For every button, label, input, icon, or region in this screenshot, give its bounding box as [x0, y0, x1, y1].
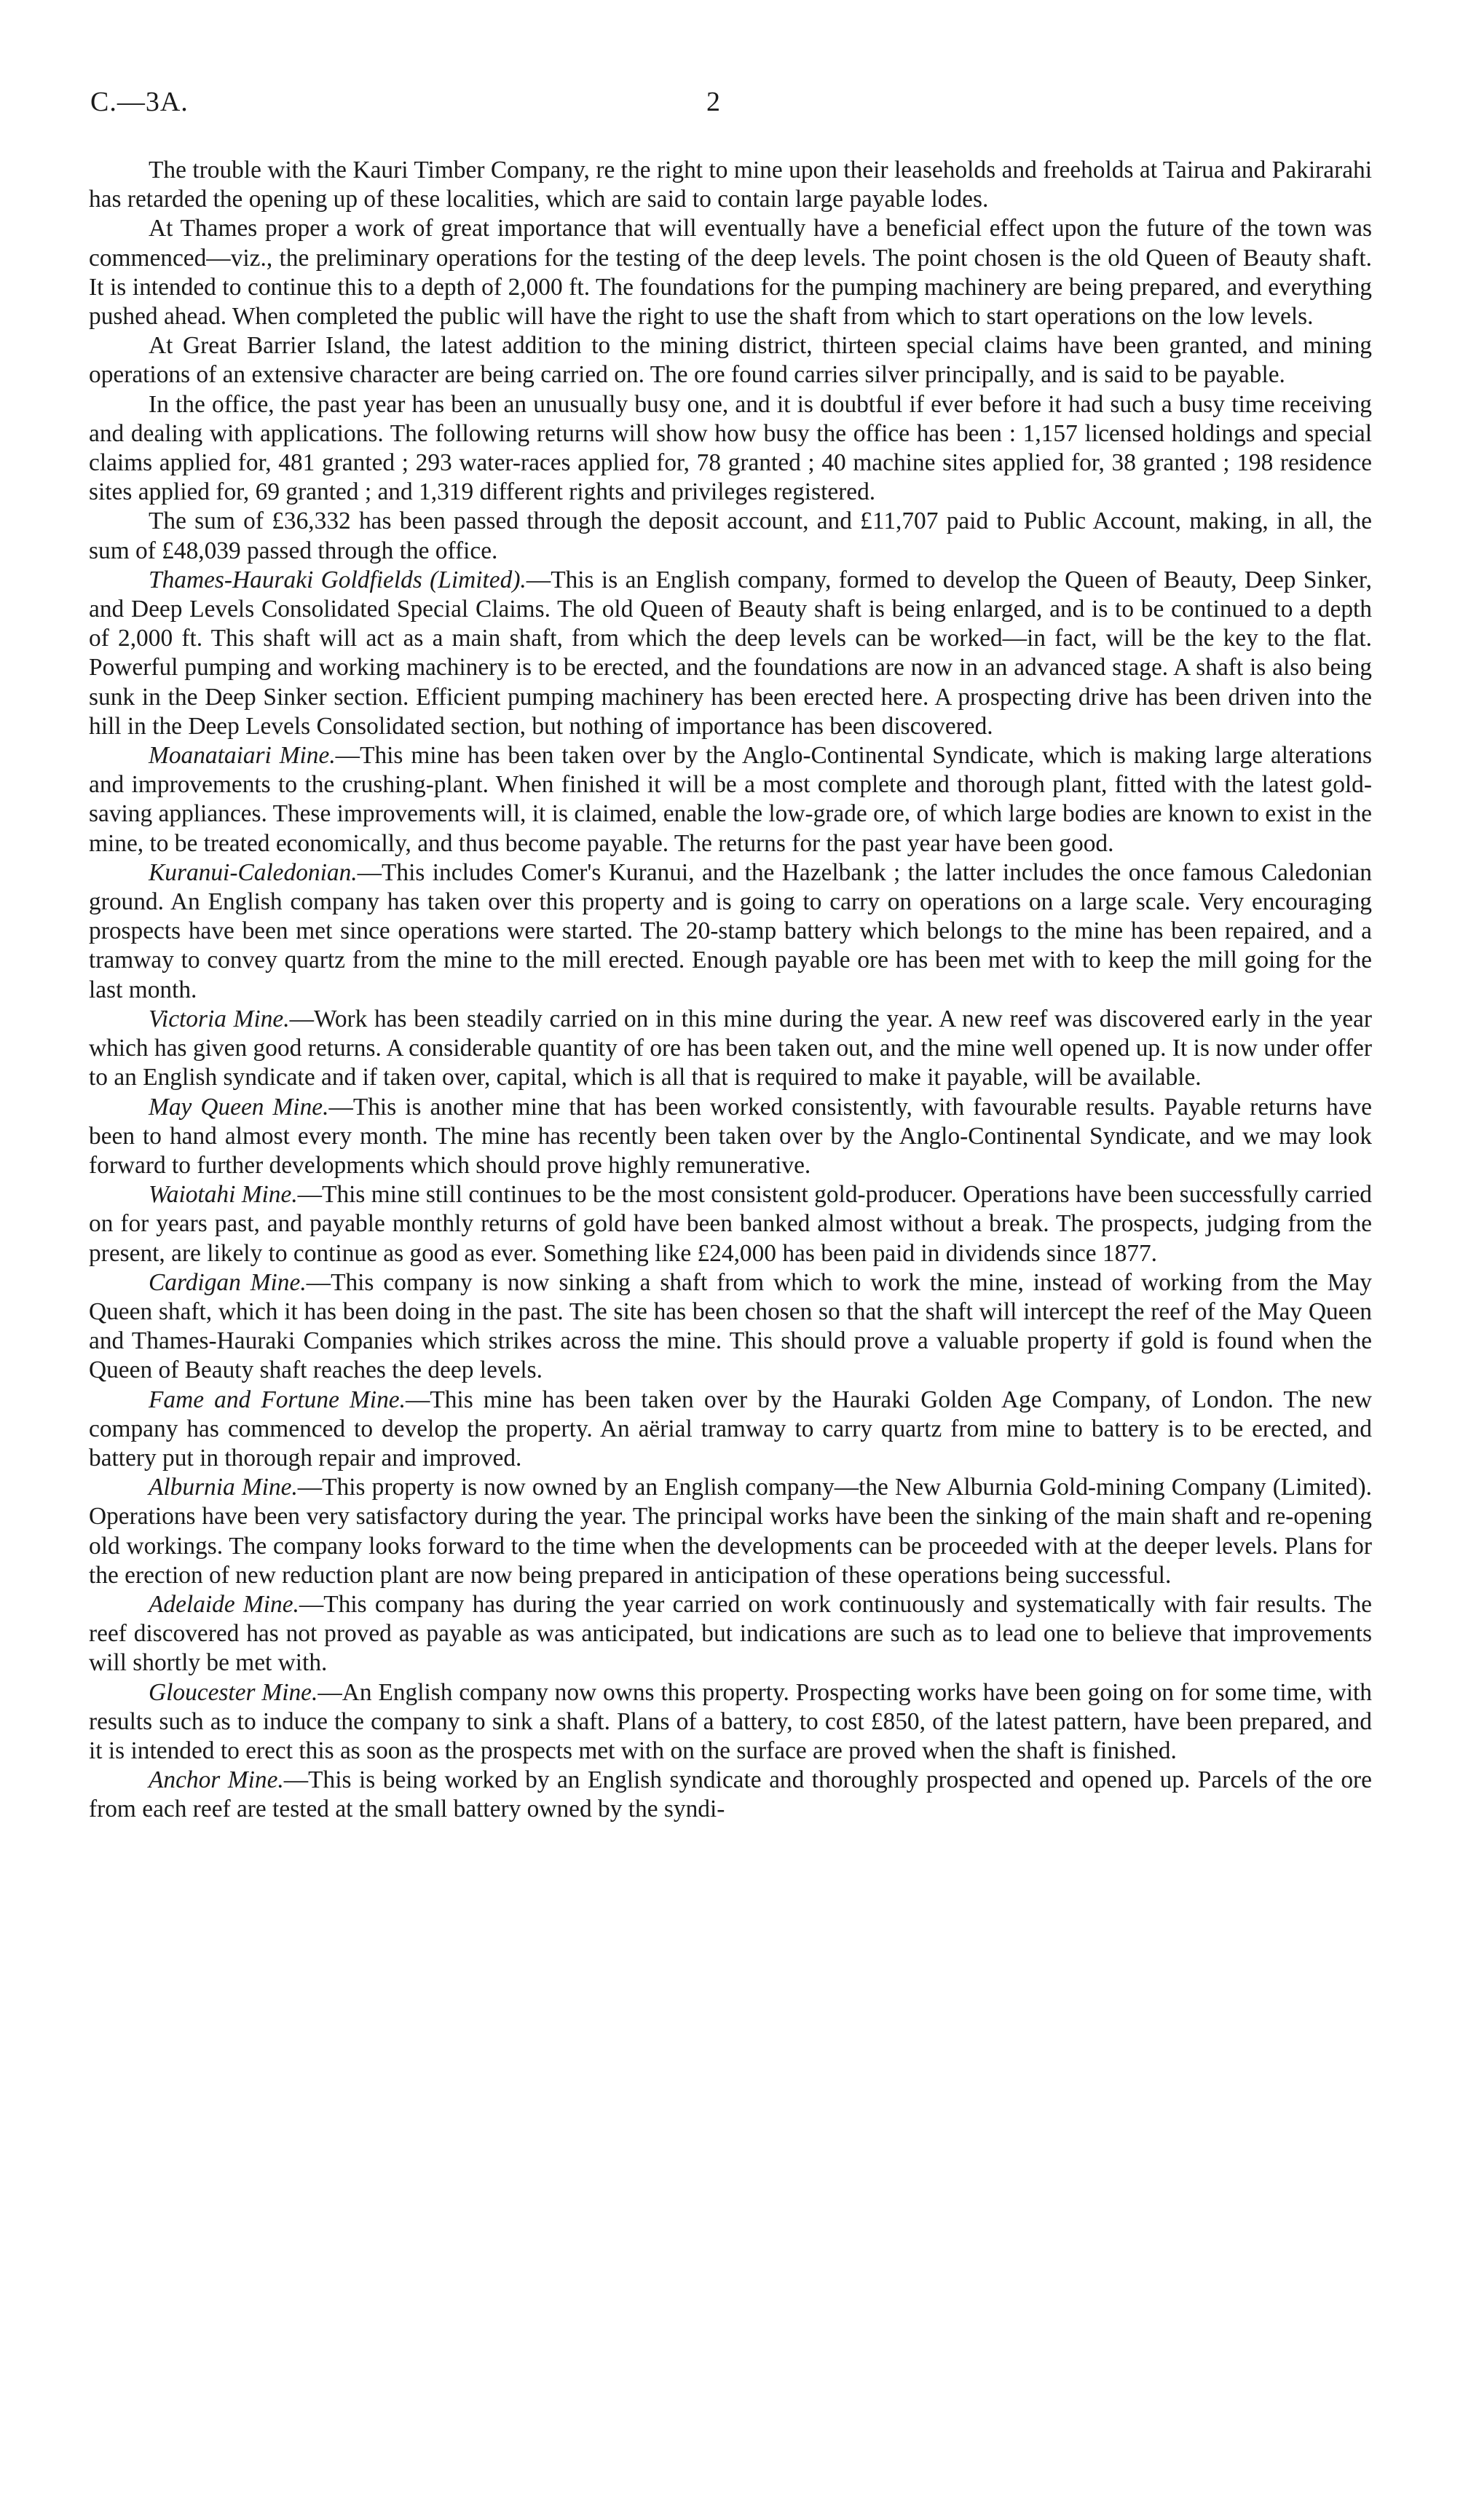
- paragraph-text: The trouble with the Kauri Timber Company, re the right to mine upon their leaseholds and freeholds at Tairua and Pakirarahi has retarded the opening up of these localities, which are said to contain large payable lodes.: [89, 157, 1372, 213]
- paragraph-moanataiari: [89, 741, 1372, 858]
- paragraph-text: —This includes Comer's Kuranui, and the Hazelbank ; the latter includes the once famous Caledonian ground. An English company has taken over this property and is going to carry on operations on a large scale. Very encouraging prospects have been met since operations were started. The 20-stamp battery which belongs to the mine has been repaired, and a tramway to convey quartz from the mine to the mill erected. Enough payable ore has been met with to keep the mill going for the last month.: [89, 858, 1372, 1003]
- paragraph-text: At Thames proper a work of great importance that will eventually have a beneficial effect upon the future of the town was commenced—viz., the preliminary operations for the testing of the deep levels. The point chosen is the old Queen of Beauty shaft. It is intended to continue this to a depth of 2,000 ft. The foundations for the pumping machinery are being prepared, and everything pushed ahead. When completed the public will have the right to use the shaft from which to start operations on the low levels.: [89, 215, 1372, 331]
- paragraph-waiotahi: [89, 1180, 1372, 1268]
- paragraph-text: In the office, the past year has been an unusually busy one, and it is doubtful if ever before it had such a busy time receiving and dealing with applications. The following returns will show how busy the office has been : 1,157 licensed holdings and special claims applied for, 481 granted ; 293 water-races applied for, 78 granted ; 40 machine sites applied for, 38 granted ; 198 residence sites applied for, 69 granted ; and 1,319 different rights and privileges registered.: [89, 390, 1372, 506]
- paragraph-title: Waiotahi Mine.: [149, 1181, 298, 1209]
- paragraph-title: Moanataiari Mine.: [149, 742, 336, 770]
- paragraph-text: —This company has during the year carried on work continuously and systematically with fair results. The reef discovered has not proved as payable as was anticipated, but indications are such as to lead one to believe that improvements will shortly be met with.: [89, 1590, 1372, 1677]
- body-text: [89, 156, 1372, 1825]
- paragraph-anchor: [89, 1766, 1372, 1824]
- paragraph-may-queen: [89, 1093, 1372, 1181]
- document-reference: C.—3A.: [90, 87, 189, 117]
- paragraph-title: May Queen Mine.: [149, 1093, 329, 1121]
- paragraph-title: Gloucester Mine.: [149, 1678, 318, 1706]
- paragraph-gloucester: [89, 1678, 1372, 1766]
- paragraph-text: —This is another mine that has been worked consistently, with favourable results. Payable returns have been to hand almost every month. The mine has recently been taken over by the Anglo-Continental Syndicate, and we may look forward to further developments which should prove highly remunerative.: [89, 1093, 1372, 1179]
- paragraph-thames-hauraki: [89, 566, 1372, 741]
- paragraph-great-barrier: [89, 331, 1372, 390]
- paragraph-thames-proper: [89, 214, 1372, 331]
- paragraph-text: —Work has been steadily carried on in this mine during the year. A new reef was discovered early in the year which has given good returns. A considerable quantity of ore has been taken out, and the mine well opened up. It is now under offer to an English syndicate and if taken over, capital, which is all that is required to make it payable, will be available.: [89, 1005, 1372, 1091]
- paragraph-kauri-timber: [89, 156, 1372, 214]
- paragraph-text: —This is an English company, formed to develop the Queen of Beauty, Deep Sinker, and Deep Levels Consolidated Special Claims. The old Queen of Beauty shaft is being enlarged, and is to be continued to a depth of 2,000 ft. This shaft will act as a main shaft, from which the deep levels can be worked—in fact, will be the key to the flat. Powerful pumping and working machinery is to be erected, and the foundations are now in an advanced stage. A shaft is also being sunk in the Deep Sinker section. Efficient pumping machinery has been erected here. A prospecting drive has been driven into the hill in the Deep Levels Consolidated section, but nothing of importance has been discovered.: [89, 566, 1373, 740]
- paragraph-title: Victoria Mine.: [149, 1005, 290, 1032]
- paragraph-kuranui-caledonian: [89, 858, 1372, 1005]
- paragraph-title: Anchor Mine.: [149, 1766, 284, 1794]
- paragraph-title: Alburnia Mine.: [149, 1474, 298, 1501]
- paragraph-text: —This mine has been taken over by the Hauraki Golden Age Company, of London. The new company has commenced to develop the property. An aërial tramway to carry quartz from mine to battery is to be erected, and battery put in thorough repair and improved.: [89, 1386, 1372, 1472]
- page-number: 2: [706, 87, 720, 117]
- paragraph-text: —This is being worked by an English syndicate and thoroughly prospected and opened up. Parcels of the ore from each reef are tested at the small battery owned by the syndi-: [89, 1766, 1372, 1823]
- paragraph-title: Thames-Hauraki Goldfields (Limited).: [149, 566, 526, 593]
- paragraph-office: [89, 390, 1372, 507]
- paragraph-deposit-account: [89, 507, 1372, 565]
- paragraph-text: The sum of £36,332 has been passed through the deposit account, and £11,707 paid to Public Account, making, in all, the sum of £48,039 passed through the office.: [89, 507, 1372, 564]
- paragraph-title: Fame and Fortune Mine.: [149, 1386, 406, 1413]
- paragraph-text: —This company is now sinking a shaft from which to work the mine, instead of working from the May Queen shaft, which it has been doing in the past. The site has been chosen so that the shaft will intercept the reef of the May Queen and Thames-Hauraki Companies which strikes across the mine. This should prove a valuable property if gold is found when the Queen of Beauty shaft reaches the deep levels.: [89, 1268, 1372, 1384]
- paragraph-victoria: [89, 1005, 1372, 1093]
- paragraph-alburnia: [89, 1473, 1372, 1590]
- paragraph-title: Cardigan Mine.: [149, 1268, 307, 1296]
- paragraph-cardigan: [89, 1268, 1372, 1386]
- paragraph-text: At Great Barrier Island, the latest addition to the mining district, thirteen special claims have been granted, and mining operations of an extensive character are being carried on. The ore found carries silver principally, and is said to be payable.: [89, 332, 1372, 389]
- paragraph-text: —This property is now owned by an English company—the New Alburnia Gold-mining Company (Limited). Operations have been very satisfactory during the year. The principal works have been the sinking of the main shaft and re-opening old workings. The company looks forward to the time when the developments can be proceeded with at the deeper levels. Plans for the erection of new reduction plant are now being prepared in anticipation of these operations being successful.: [89, 1474, 1372, 1589]
- paragraph-title: Adelaide Mine.: [149, 1590, 299, 1618]
- paragraph-text: —This mine has been taken over by the Anglo-Continental Syndicate, which is making large alterations and improvements to the crushing-plant. When finished it will be a most complete and thorough plant, fitted with the latest gold-saving appliances. These improvements will, it is claimed, enable the low-grade ore, of which large bodies are known to exist in the mine, to be treated economically, and thus become payable. The returns for the past year have been good.: [89, 742, 1372, 857]
- page-header: [90, 86, 1370, 130]
- paragraph-fame-and-fortune: [89, 1386, 1372, 1474]
- paragraph-text: —This mine still continues to be the most consistent gold-producer. Operations have been successfully carried on for years past, and payable monthly returns of gold have been banked almost without a break. The prospects, judging from the present, are likely to continue as good as ever. Something like £24,000 has been paid in dividends since 1877.: [89, 1181, 1372, 1267]
- paragraph-adelaide: [89, 1590, 1372, 1678]
- paragraph-text: —An English company now owns this property. Prospecting works have been going on for some time, with results such as to induce the company to sink a shaft. Plans of a battery, to cost £850, of the latest pattern, have been prepared, and it is intended to erect this as soon as the prospects met with on the surface are proved when the shaft is finished.: [89, 1678, 1372, 1764]
- paragraph-title: Kuranui-Caledonian.: [149, 858, 358, 886]
